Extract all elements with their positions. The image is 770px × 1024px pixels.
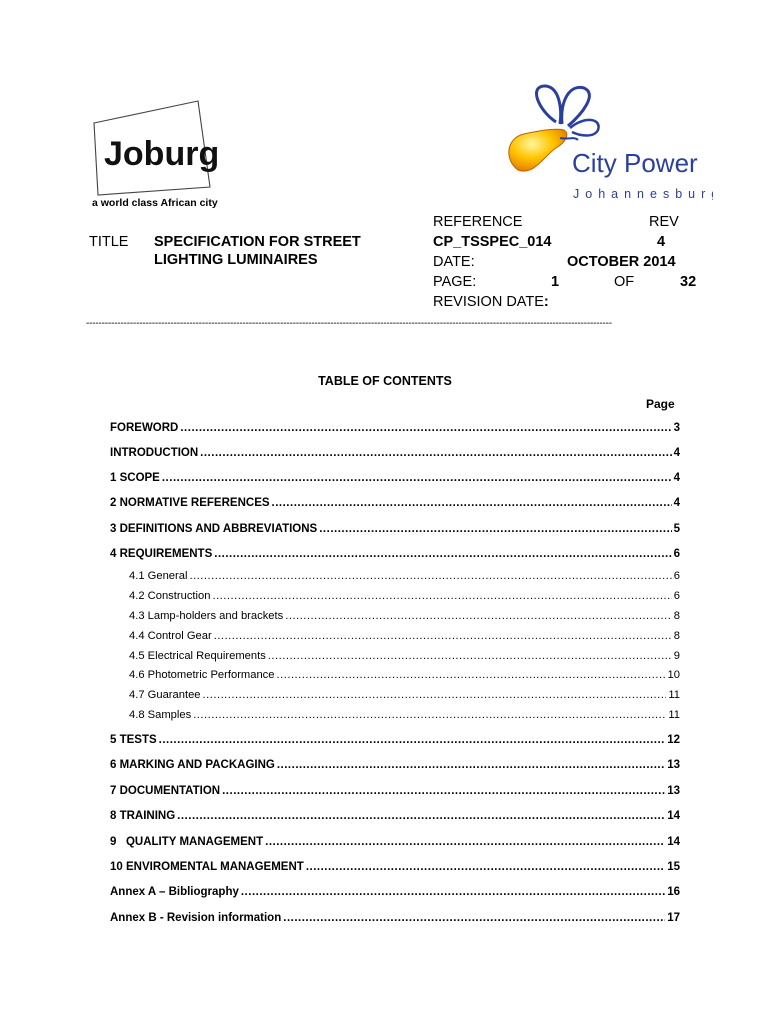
toc-entry-title: 8 TRAINING <box>110 810 176 822</box>
toc-entry-tests[interactable] <box>110 734 680 746</box>
toc-leader <box>283 912 665 924</box>
toc-leader <box>203 689 667 701</box>
title-label: TITLE <box>89 234 129 250</box>
date-label: DATE: <box>433 254 475 270</box>
toc-leader <box>177 810 665 822</box>
joburg-tagline: a world class African city <box>92 197 218 209</box>
toc-entry-page: 8 <box>673 610 680 622</box>
toc-entry-marking[interactable] <box>110 759 680 771</box>
city-power-city: Johannesburg <box>573 187 713 201</box>
toc-entry-guarantee[interactable] <box>129 689 680 701</box>
toc-entry-requirements[interactable] <box>110 548 680 560</box>
toc-entry-annex-b[interactable] <box>110 912 680 924</box>
of-label: OF <box>614 274 635 290</box>
toc-entry-construction[interactable] <box>129 590 680 602</box>
toc-entry-title: 4.6 Photometric Performance <box>129 669 275 681</box>
toc-entry-title: 5 TESTS <box>110 734 157 746</box>
toc-entry-annex-a[interactable] <box>110 886 680 898</box>
toc-entry-lamp-holders[interactable] <box>129 610 680 622</box>
toc-entry-page: 8 <box>673 630 680 642</box>
toc-entry-page: 11 <box>668 689 680 701</box>
toc-leader <box>222 785 665 797</box>
toc-entry-title: 4.5 Electrical Requirements <box>129 650 266 662</box>
toc-entry-page: 3 <box>673 422 680 434</box>
toc-entry-quality[interactable] <box>110 836 680 848</box>
toc-leader <box>193 709 666 721</box>
toc-entry-page: 14 <box>667 810 680 822</box>
toc-entry-page: 12 <box>667 734 680 746</box>
toc-entry-page: 9 <box>673 650 680 662</box>
toc-heading: TABLE OF CONTENTS <box>318 374 452 388</box>
joburg-wordmark: Joburg <box>104 135 220 173</box>
toc-entry-scope[interactable] <box>110 472 680 484</box>
toc-entry-title: 4.3 Lamp-holders and brackets <box>129 610 284 622</box>
toc-leader <box>241 886 665 898</box>
document-title-line2: LIGHTING LUMINAIRES <box>154 252 318 268</box>
dashed-separator: ------------------------------------------------------------------------------------------------------------------------------------------------------------------------ <box>86 318 612 329</box>
toc-entry-page: 6 <box>673 570 680 582</box>
toc-entry-page: 14 <box>667 836 680 848</box>
document-title-line1: SPECIFICATION FOR STREET <box>154 234 361 250</box>
toc-entry-title: 4 REQUIREMENTS <box>110 548 213 560</box>
toc-entry-page: 17 <box>667 912 680 924</box>
toc-leader <box>277 669 666 681</box>
total-pages: 32 <box>680 274 697 290</box>
toc-entry-title: Annex B - Revision information <box>110 912 282 924</box>
page-value: 1 <box>551 274 560 290</box>
toc-entry-electrical[interactable] <box>129 650 680 662</box>
toc-entry-title: 9 QUALITY MANAGEMENT <box>110 836 264 848</box>
toc-leader <box>189 570 671 582</box>
toc-entry-page: 13 <box>667 759 680 771</box>
toc-entry-environmental[interactable] <box>110 861 680 873</box>
toc-leader <box>162 472 672 484</box>
toc-entry-photometric[interactable] <box>129 669 680 681</box>
toc-leader <box>277 759 665 771</box>
toc-entry-general[interactable] <box>129 570 680 582</box>
toc-leader <box>214 548 671 560</box>
toc-leader <box>159 734 666 746</box>
toc-entry-title: INTRODUCTION <box>110 447 199 459</box>
city-power-name: City Power <box>572 148 698 178</box>
city-power-logo <box>498 80 713 205</box>
toc-entry-page: 13 <box>667 785 680 797</box>
reference-label: REFERENCE <box>433 214 523 230</box>
page-label: PAGE: <box>433 274 477 290</box>
reference-value: CP_TSSPEC_014 <box>433 234 552 250</box>
toc-leader <box>319 523 671 535</box>
toc-entry-page: 4 <box>673 497 680 509</box>
toc-leader <box>285 610 672 622</box>
revision-date-label <box>433 294 549 310</box>
toc-entry-title: 7 DOCUMENTATION <box>110 785 221 797</box>
toc-entry-control-gear[interactable] <box>129 630 680 642</box>
revision-date-text: REVISION DATE <box>433 294 544 310</box>
date-value: OCTOBER 2014 <box>567 254 676 270</box>
toc-entry-page: 11 <box>668 709 680 721</box>
toc-entry-title: 4.7 Guarantee <box>129 689 201 701</box>
toc-entry-title: 4.4 Control Gear <box>129 630 212 642</box>
rev-label: REV <box>649 214 679 230</box>
toc-leader <box>200 447 671 459</box>
toc-leader <box>306 861 665 873</box>
toc-entry-title: FOREWORD <box>110 422 179 434</box>
toc-entry-samples[interactable] <box>129 709 680 721</box>
rev-value: 4 <box>657 234 666 250</box>
toc-leader <box>212 590 671 602</box>
toc-entry-foreword[interactable] <box>110 422 680 434</box>
toc-entry-page: 16 <box>667 886 680 898</box>
toc-entry-page: 6 <box>673 548 680 560</box>
toc-entry-title: 10 ENVIROMENTAL MANAGEMENT <box>110 861 304 873</box>
toc-entry-training[interactable] <box>110 810 680 822</box>
toc-entry-title: 4.8 Samples <box>129 709 192 721</box>
toc-entry-definitions[interactable] <box>110 523 680 535</box>
toc-entry-title: 4.2 Construction <box>129 590 211 602</box>
toc-entry-page: 4 <box>673 447 680 459</box>
toc-leader <box>272 497 672 509</box>
toc-leader <box>214 630 672 642</box>
toc-entry-title: 1 SCOPE <box>110 472 160 484</box>
toc-entry-page: 6 <box>673 590 680 602</box>
toc-entry-title: 4.1 General <box>129 570 188 582</box>
toc-leader <box>268 650 672 662</box>
toc-entry-title: Annex A – Bibliography <box>110 886 239 898</box>
toc-entry-page: 15 <box>667 861 680 873</box>
toc-entry-normative-references[interactable] <box>110 497 680 509</box>
toc-leader <box>265 836 665 848</box>
toc-entry-page: 4 <box>673 472 680 484</box>
toc-entry-documentation[interactable] <box>110 785 680 797</box>
toc-entry-page: 5 <box>673 523 680 535</box>
revision-date-colon: : <box>543 294 549 310</box>
toc-leader <box>180 422 671 434</box>
toc-entry-title: 2 NORMATIVE REFERENCES <box>110 497 270 509</box>
toc-entry-title: 3 DEFINITIONS AND ABBREVIATIONS <box>110 523 318 535</box>
toc-entry-page: 10 <box>667 669 680 681</box>
toc-entry-introduction[interactable] <box>110 447 680 459</box>
toc-page-column-label: Page <box>646 397 675 411</box>
toc-entry-title: 6 MARKING AND PACKAGING <box>110 759 275 771</box>
